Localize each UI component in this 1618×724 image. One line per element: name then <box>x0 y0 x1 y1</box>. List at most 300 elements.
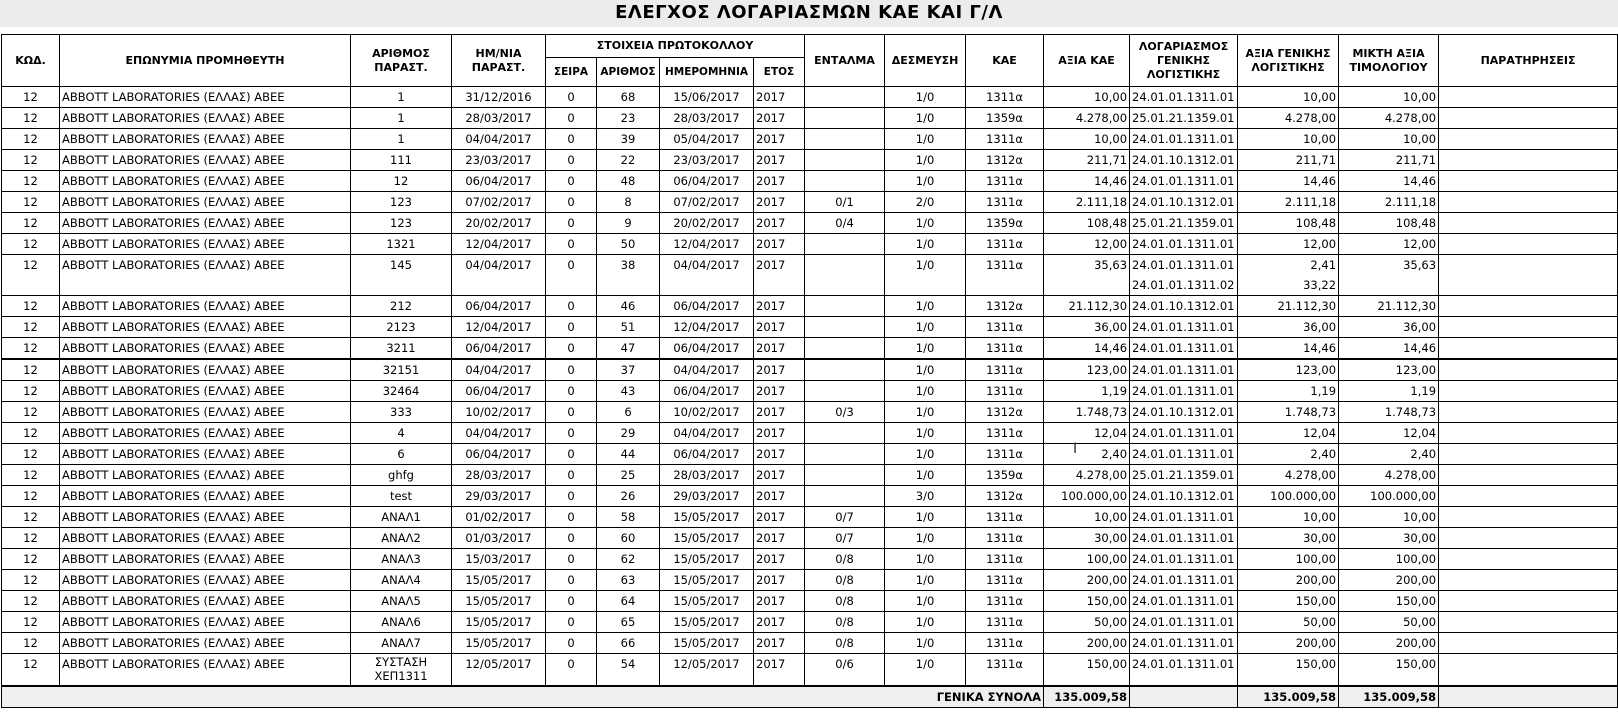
cell-logariasmos: 24.01.01.1311.01 <box>1130 591 1238 612</box>
cell-mikti: 100,00 <box>1339 549 1439 570</box>
cell-seira: 0 <box>546 255 597 296</box>
cell-etos: 2017 <box>754 402 805 423</box>
cell-hmerominia: 10/02/2017 <box>660 402 754 423</box>
header-mikti[interactable]: ΜΙΚΤΗ ΑΞΙΑ ΤΙΜΟΛΟΓΙΟΥ <box>1339 35 1439 87</box>
cell-axia-kae: 10,00 <box>1044 129 1130 150</box>
table-row[interactable] <box>2 507 1618 528</box>
cell-kae: 1311α <box>966 654 1044 687</box>
table-row[interactable] <box>2 444 1618 465</box>
cell-seira: 0 <box>546 402 597 423</box>
cell-axia-kae: 200,00 <box>1044 570 1130 591</box>
table-header <box>2 35 1618 87</box>
cell-hmnia: 20/02/2017 <box>452 213 546 234</box>
cell-axia-gen: 36,00 <box>1238 317 1339 338</box>
table-row[interactable] <box>2 633 1618 654</box>
cell-axia-gen: 10,00 <box>1238 129 1339 150</box>
cell-eponymia: ABBOTT LABORATORIES (ΕΛΛΑΣ) ΑΒΕΕ <box>60 234 351 255</box>
cell-prot-arithmos: 63 <box>597 570 660 591</box>
cell-eponymia: ABBOTT LABORATORIES (ΕΛΛΑΣ) ΑΒΕΕ <box>60 486 351 507</box>
cell-logariasmos: 24.01.01.1311.01 <box>1130 528 1238 549</box>
cell-arithmos: ΑΝΑΛ2 <box>351 528 452 549</box>
cell-logariasmos: 24.01.10.1312.01 <box>1130 296 1238 317</box>
table-row[interactable] <box>2 612 1618 633</box>
cell-hmnia: 06/04/2017 <box>452 338 546 360</box>
cell-desmeusi: 1/0 <box>885 465 966 486</box>
cell-etos: 2017 <box>754 359 805 381</box>
table-row[interactable] <box>2 234 1618 255</box>
cell-kod: 12 <box>2 549 60 570</box>
header-arithmos[interactable]: ΑΡΙΘΜΟΣ ΠΑΡΑΣΤ. <box>351 35 452 87</box>
cell-etos: 2017 <box>754 507 805 528</box>
cell-parat <box>1439 507 1618 528</box>
cell-kae: 1311α <box>966 171 1044 192</box>
totals-row <box>2 686 1618 708</box>
cell-kod: 12 <box>2 338 60 360</box>
cell-seira: 0 <box>546 296 597 317</box>
cell-kae: 1312α <box>966 402 1044 423</box>
cell-hmerominia: 15/05/2017 <box>660 591 754 612</box>
cell-etos: 2017 <box>754 192 805 213</box>
header-axia-gen[interactable]: ΑΞΙΑ ΓΕΝΙΚΗΣ ΛΟΓΙΣΤΙΚΗΣ <box>1238 35 1339 87</box>
cell-logariasmos: 24.01.10.1312.01 <box>1130 192 1238 213</box>
totals-parat-empty <box>1439 686 1618 708</box>
cell-axia-gen <box>1238 255 1339 296</box>
cell-axia-gen: 200,00 <box>1238 633 1339 654</box>
table-row[interactable] <box>2 570 1618 591</box>
cell-arithmos: 111 <box>351 150 452 171</box>
cell-eponymia: ABBOTT LABORATORIES (ΕΛΛΑΣ) ΑΒΕΕ <box>60 423 351 444</box>
cell-axia-gen: 4.278,00 <box>1238 108 1339 129</box>
cell-entalma: 0/8 <box>805 612 885 633</box>
cell-eponymia: ABBOTT LABORATORIES (ΕΛΛΑΣ) ΑΒΕΕ <box>60 338 351 360</box>
cell-axia-gen: 1.748,73 <box>1238 402 1339 423</box>
cell-logariasmos: 24.01.01.1311.01 <box>1130 507 1238 528</box>
cell-axia-kae: 14,46 <box>1044 338 1130 360</box>
cell-axia-kae: 123,00 <box>1044 359 1130 381</box>
logariasmos-line-1: 24.01.01.1311.01 <box>1132 258 1235 272</box>
cell-prot-arithmos: 50 <box>597 234 660 255</box>
cell-kae: 1312α <box>966 296 1044 317</box>
cell-prot-arithmos: 51 <box>597 317 660 338</box>
cell-axia-kae: 100,00 <box>1044 549 1130 570</box>
cell-kae: 1311α <box>966 444 1044 465</box>
table-row[interactable] <box>2 296 1618 317</box>
cell-logariasmos: 24.01.01.1311.01 <box>1130 633 1238 654</box>
cell-mikti: 200,00 <box>1339 633 1439 654</box>
cell-desmeusi: 1/0 <box>885 255 966 296</box>
cell-parat <box>1439 402 1618 423</box>
header-etos[interactable]: ΕΤΟΣ <box>754 58 805 87</box>
cell-hmerominia: 15/05/2017 <box>660 612 754 633</box>
cell-mikti: 1,19 <box>1339 381 1439 402</box>
cell-etos: 2017 <box>754 423 805 444</box>
cell-axia-gen: 100,00 <box>1238 549 1339 570</box>
cell-hmerominia: 12/04/2017 <box>660 317 754 338</box>
cell-seira: 0 <box>546 381 597 402</box>
cell-mikti: 36,00 <box>1339 317 1439 338</box>
cell-mikti: 150,00 <box>1339 591 1439 612</box>
table-row[interactable] <box>2 549 1618 570</box>
cell-eponymia: ABBOTT LABORATORIES (ΕΛΛΑΣ) ΑΒΕΕ <box>60 654 351 687</box>
cell-hmerominia: 06/04/2017 <box>660 296 754 317</box>
cell-axia-kae: 150,00 <box>1044 654 1130 687</box>
cell-hmerominia: 06/04/2017 <box>660 171 754 192</box>
cell-kae: 1311α <box>966 633 1044 654</box>
cell-prot-arithmos: 43 <box>597 381 660 402</box>
cell-mikti: 2.111,18 <box>1339 192 1439 213</box>
cell-parat <box>1439 591 1618 612</box>
totals-logariasmos-empty <box>1130 686 1238 708</box>
cell-mikti: 211,71 <box>1339 150 1439 171</box>
cell-etos: 2017 <box>754 150 805 171</box>
header-paratiriseis[interactable]: ΠΑΡΑΤΗΡΗΣΕΙΣ <box>1439 35 1618 87</box>
cell-axia-kae: 21.112,30 <box>1044 296 1130 317</box>
cell-seira: 0 <box>546 192 597 213</box>
header-prot-arithmos[interactable]: ΑΡΙΘΜΟΣ <box>597 58 660 87</box>
cell-axia-kae: 4.278,00 <box>1044 108 1130 129</box>
header-seira[interactable]: ΣΕΙΡΑ <box>546 58 597 87</box>
cell-entalma: 0/7 <box>805 507 885 528</box>
cell-entalma <box>805 129 885 150</box>
cell-etos: 2017 <box>754 338 805 360</box>
cell-seira: 0 <box>546 317 597 338</box>
cell-desmeusi: 1/0 <box>885 381 966 402</box>
cell-prot-arithmos: 65 <box>597 612 660 633</box>
cell-hmnia: 15/05/2017 <box>452 633 546 654</box>
cell-axia-kae: 10,00 <box>1044 87 1130 108</box>
cell-arithmos: ΑΝΑΛ4 <box>351 570 452 591</box>
cell-prot-arithmos: 48 <box>597 171 660 192</box>
header-kae[interactable]: ΚΑΕ <box>966 35 1044 87</box>
cell-etos: 2017 <box>754 129 805 150</box>
cell-hmerominia: 20/02/2017 <box>660 213 754 234</box>
cell-arithmos: ΑΝΑΛ5 <box>351 591 452 612</box>
cell-hmnia: 06/04/2017 <box>452 381 546 402</box>
cell-mikti: 200,00 <box>1339 570 1439 591</box>
cell-etos: 2017 <box>754 549 805 570</box>
cell-desmeusi: 1/0 <box>885 317 966 338</box>
cell-logariasmos: 24.01.01.1311.01 <box>1130 549 1238 570</box>
cell-parat <box>1439 192 1618 213</box>
cell-kae: 1359α <box>966 108 1044 129</box>
cell-arithmos: 123 <box>351 213 452 234</box>
cell-logariasmos: 24.01.01.1311.01 <box>1130 317 1238 338</box>
cell-prot-arithmos: 46 <box>597 296 660 317</box>
cell-arithmos: ΑΝΑΛ6 <box>351 612 452 633</box>
report-table <box>1 34 1618 708</box>
cell-eponymia: ABBOTT LABORATORIES (ΕΛΛΑΣ) ΑΒΕΕ <box>60 633 351 654</box>
cell-hmnia: 28/03/2017 <box>452 465 546 486</box>
cell-entalma: 0/8 <box>805 570 885 591</box>
cell-arithmos: ΣΥΣΤΑΣΗ ΧΕΠ1311 <box>351 654 452 687</box>
header-eponymia[interactable]: ΕΠΩΝΥΜΙΑ ΠΡΟΜΗΘΕΥΤΗ <box>60 35 351 87</box>
cell-desmeusi: 1/0 <box>885 296 966 317</box>
cell-eponymia: ABBOTT LABORATORIES (ΕΛΛΑΣ) ΑΒΕΕ <box>60 570 351 591</box>
table-row[interactable] <box>2 108 1618 129</box>
cell-axia-gen: 200,00 <box>1238 570 1339 591</box>
cell-kod: 12 <box>2 234 60 255</box>
cell-eponymia: ABBOTT LABORATORIES (ΕΛΛΑΣ) ΑΒΕΕ <box>60 528 351 549</box>
cell-kae: 1311α <box>966 317 1044 338</box>
cell-logariasmos: 24.01.01.1311.01 <box>1130 234 1238 255</box>
cell-hmnia: 10/02/2017 <box>452 402 546 423</box>
cell-mikti: 12,00 <box>1339 234 1439 255</box>
cell-kod: 12 <box>2 591 60 612</box>
cell-kod: 12 <box>2 317 60 338</box>
totals-label: ΓΕΝΙΚΑ ΣΥΝΟΛΑ <box>2 686 1044 708</box>
logariasmos-line-2: 24.01.01.1311.02 <box>1132 278 1235 292</box>
cell-arithmos: test <box>351 486 452 507</box>
cell-axia-kae: 200,00 <box>1044 633 1130 654</box>
cell-parat <box>1439 338 1618 360</box>
cell-desmeusi: 1/0 <box>885 612 966 633</box>
cell-kod: 12 <box>2 507 60 528</box>
table-row[interactable] <box>2 486 1618 507</box>
cell-hmnia: 28/03/2017 <box>452 108 546 129</box>
cell-seira: 0 <box>546 129 597 150</box>
cell-desmeusi: 1/0 <box>885 108 966 129</box>
cell-parat <box>1439 549 1618 570</box>
cell-etos: 2017 <box>754 612 805 633</box>
cell-mikti: 108,48 <box>1339 213 1439 234</box>
cell-entalma: 0/8 <box>805 633 885 654</box>
cell-etos: 2017 <box>754 171 805 192</box>
cell-seira: 0 <box>546 465 597 486</box>
cell-seira: 0 <box>546 528 597 549</box>
cell-kod: 12 <box>2 444 60 465</box>
cell-mikti: 1.748,73 <box>1339 402 1439 423</box>
table-row[interactable] <box>2 654 1618 687</box>
cell-kod: 12 <box>2 296 60 317</box>
header-desmeusi[interactable]: ΔΕΣΜΕΥΣΗ <box>885 35 966 87</box>
cell-mikti: 14,46 <box>1339 338 1439 360</box>
cell-kae: 1311α <box>966 549 1044 570</box>
cell-hmnia: 15/05/2017 <box>452 612 546 633</box>
cell-mikti: 100.000,00 <box>1339 486 1439 507</box>
cell-parat <box>1439 171 1618 192</box>
cell-eponymia: ABBOTT LABORATORIES (ΕΛΛΑΣ) ΑΒΕΕ <box>60 108 351 129</box>
cell-entalma <box>805 338 885 360</box>
cell-arithmos: 1 <box>351 129 452 150</box>
header-logariasmos[interactable]: ΛΟΓΑΡΙΑΣΜΟΣ ΓΕΝΙΚΗΣ ΛΟΓΙΣΤΙΚΗΣ <box>1130 35 1238 87</box>
cell-kod: 12 <box>2 633 60 654</box>
cell-prot-arithmos: 25 <box>597 465 660 486</box>
cell-entalma: 0/7 <box>805 528 885 549</box>
cell-axia-kae: 211,71 <box>1044 150 1130 171</box>
cell-hmnia: 06/04/2017 <box>452 296 546 317</box>
table-row[interactable] <box>2 423 1618 444</box>
cell-prot-arithmos: 8 <box>597 192 660 213</box>
table-row[interactable] <box>2 192 1618 213</box>
header-entalma[interactable]: ΕΝΤΑΛΜΑ <box>805 35 885 87</box>
table-row[interactable] <box>2 381 1618 402</box>
header-hmerominia[interactable]: ΗΜΕΡΟΜΗΝΙΑ <box>660 58 754 87</box>
cell-hmnia: 12/04/2017 <box>452 317 546 338</box>
cell-hmnia: 04/04/2017 <box>452 129 546 150</box>
cell-parat <box>1439 423 1618 444</box>
cell-entalma <box>805 234 885 255</box>
cell-etos: 2017 <box>754 296 805 317</box>
cell-logariasmos: 24.01.10.1312.01 <box>1130 402 1238 423</box>
cell-logariasmos: 24.01.01.1311.01 <box>1130 171 1238 192</box>
cell-hmerominia: 05/04/2017 <box>660 129 754 150</box>
cell-kae: 1311α <box>966 129 1044 150</box>
axia-gen-line-1: 2,41 <box>1310 258 1337 272</box>
cell-prot-arithmos: 22 <box>597 150 660 171</box>
cell-axia-kae: 150,00 <box>1044 591 1130 612</box>
cell-kod: 12 <box>2 486 60 507</box>
table-row[interactable] <box>2 359 1618 381</box>
cell-mikti: 30,00 <box>1339 528 1439 549</box>
cell-hmerominia: 15/06/2017 <box>660 87 754 108</box>
cell-hmerominia: 12/04/2017 <box>660 234 754 255</box>
cell-seira: 0 <box>546 423 597 444</box>
cell-hmnia: 04/04/2017 <box>452 359 546 381</box>
table-row[interactable] <box>2 465 1618 486</box>
table-row[interactable] <box>2 528 1618 549</box>
header-hmnia[interactable]: ΗΜ/ΝΙΑ ΠΑΡΑΣΤ. <box>452 35 546 87</box>
cell-prot-arithmos: 62 <box>597 549 660 570</box>
cell-parat <box>1439 612 1618 633</box>
cell-kod: 12 <box>2 612 60 633</box>
cell-parat <box>1439 359 1618 381</box>
cell-prot-arithmos: 68 <box>597 87 660 108</box>
cell-prot-arithmos: 29 <box>597 423 660 444</box>
cell-kae: 1311α <box>966 528 1044 549</box>
cell-parat <box>1439 234 1618 255</box>
cell-hmerominia: 15/05/2017 <box>660 549 754 570</box>
cell-axia-kae: 30,00 <box>1044 528 1130 549</box>
cell-seira: 0 <box>546 570 597 591</box>
cell-kae: 1359α <box>966 465 1044 486</box>
cell-entalma <box>805 381 885 402</box>
cell-axia-gen: 12,04 <box>1238 423 1339 444</box>
cell-arithmos: 6 <box>351 444 452 465</box>
cell-logariasmos: 24.01.01.1311.01 <box>1130 612 1238 633</box>
cell-axia-gen: 50,00 <box>1238 612 1339 633</box>
cell-kae: 1311α <box>966 423 1044 444</box>
cell-kae: 1311α <box>966 570 1044 591</box>
cell-hmnia: 01/02/2017 <box>452 507 546 528</box>
cell-logariasmos: 24.01.10.1312.01 <box>1130 486 1238 507</box>
cell-mikti: 10,00 <box>1339 507 1439 528</box>
cell-eponymia: ABBOTT LABORATORIES (ΕΛΛΑΣ) ΑΒΕΕ <box>60 192 351 213</box>
cell-arithmos: 32464 <box>351 381 452 402</box>
cell-logariasmos: 24.01.01.1311.01 <box>1130 444 1238 465</box>
cell-kod: 12 <box>2 255 60 296</box>
cell-axia-kae: 1,19 <box>1044 381 1130 402</box>
axia-gen-line-2: 33,22 <box>1303 278 1337 292</box>
cell-kod: 12 <box>2 465 60 486</box>
cell-hmnia: 29/03/2017 <box>452 486 546 507</box>
cell-etos: 2017 <box>754 255 805 296</box>
cell-entalma: 0/8 <box>805 549 885 570</box>
cell-entalma <box>805 423 885 444</box>
table-body <box>2 87 1618 687</box>
cell-parat <box>1439 150 1618 171</box>
cell-hmnia: 15/03/2017 <box>452 549 546 570</box>
cell-desmeusi: 3/0 <box>885 486 966 507</box>
cell-entalma <box>805 444 885 465</box>
table-row[interactable] <box>2 338 1618 360</box>
cell-parat <box>1439 528 1618 549</box>
cell-hmnia: 15/05/2017 <box>452 570 546 591</box>
cell-eponymia: ABBOTT LABORATORIES (ΕΛΛΑΣ) ΑΒΕΕ <box>60 150 351 171</box>
cell-hmerominia: 04/04/2017 <box>660 255 754 296</box>
table-row[interactable] <box>2 213 1618 234</box>
cell-axia-gen: 10,00 <box>1238 507 1339 528</box>
cell-axia-kae: 12,04 <box>1044 423 1130 444</box>
cell-logariasmos: 24.01.01.1311.01 <box>1130 654 1238 687</box>
cell-axia-kae: 100.000,00 <box>1044 486 1130 507</box>
table-row[interactable] <box>2 150 1618 171</box>
cell-hmerominia: 12/05/2017 <box>660 654 754 687</box>
totals-mikti: 135.009,58 <box>1339 686 1439 708</box>
cell-logariasmos: 24.01.10.1312.01 <box>1130 150 1238 171</box>
cell-logariasmos: 25.01.21.1359.01 <box>1130 108 1238 129</box>
cell-seira: 0 <box>546 654 597 687</box>
cell-axia-gen: 1,19 <box>1238 381 1339 402</box>
cell-arithmos: 212 <box>351 296 452 317</box>
table-row[interactable] <box>2 255 1618 296</box>
cell-hmnia: 06/04/2017 <box>452 171 546 192</box>
cell-arithmos: ΑΝΑΛ1 <box>351 507 452 528</box>
table-row[interactable] <box>2 317 1618 338</box>
cell-entalma: 0/8 <box>805 591 885 612</box>
cell-desmeusi: 1/0 <box>885 359 966 381</box>
cell-desmeusi: 1/0 <box>885 129 966 150</box>
cell-prot-arithmos: 66 <box>597 633 660 654</box>
table-row[interactable] <box>2 129 1618 150</box>
cell-hmerominia: 06/04/2017 <box>660 444 754 465</box>
cell-etos: 2017 <box>754 486 805 507</box>
table-row[interactable] <box>2 171 1618 192</box>
cell-etos: 2017 <box>754 87 805 108</box>
cell-kod: 12 <box>2 654 60 687</box>
cell-entalma <box>805 150 885 171</box>
table-row[interactable] <box>2 87 1618 108</box>
cell-axia-kae: 4.278,00 <box>1044 465 1130 486</box>
cell-arithmos: ΑΝΑΛ3 <box>351 549 452 570</box>
table-row[interactable] <box>2 591 1618 612</box>
cell-hmnia: 07/02/2017 <box>452 192 546 213</box>
cell-mikti: 14,46 <box>1339 171 1439 192</box>
cell-kod: 12 <box>2 150 60 171</box>
cell-kae: 1311α <box>966 192 1044 213</box>
cell-desmeusi: 1/0 <box>885 654 966 687</box>
header-axia-kae[interactable]: ΑΞΙΑ ΚΑΕ <box>1044 35 1130 87</box>
cell-hmnia: 06/04/2017 <box>452 444 546 465</box>
cell-seira: 0 <box>546 108 597 129</box>
cell-etos: 2017 <box>754 381 805 402</box>
cell-kae: 1311α <box>966 591 1044 612</box>
cell-desmeusi: 1/0 <box>885 528 966 549</box>
table-row[interactable] <box>2 402 1618 423</box>
cell-prot-arithmos: 54 <box>597 654 660 687</box>
cell-seira: 0 <box>546 591 597 612</box>
cell-eponymia: ABBOTT LABORATORIES (ΕΛΛΑΣ) ΑΒΕΕ <box>60 402 351 423</box>
cell-etos: 2017 <box>754 633 805 654</box>
cell-hmerominia: 04/04/2017 <box>660 423 754 444</box>
cell-prot-arithmos: 6 <box>597 402 660 423</box>
report-title: ΕΛΕΓΧΟΣ ΛΟΓΑΡΙΑΣΜΩΝ ΚΑΕ ΚΑΙ Γ/Λ <box>0 0 1618 27</box>
header-kod[interactable]: ΚΩΔ. <box>2 35 60 87</box>
cell-seira: 0 <box>546 171 597 192</box>
cell-axia-kae: 50,00 <box>1044 612 1130 633</box>
cell-kod: 12 <box>2 129 60 150</box>
cell-prot-arithmos: 37 <box>597 359 660 381</box>
cell-axia-gen: 2,40 <box>1238 444 1339 465</box>
